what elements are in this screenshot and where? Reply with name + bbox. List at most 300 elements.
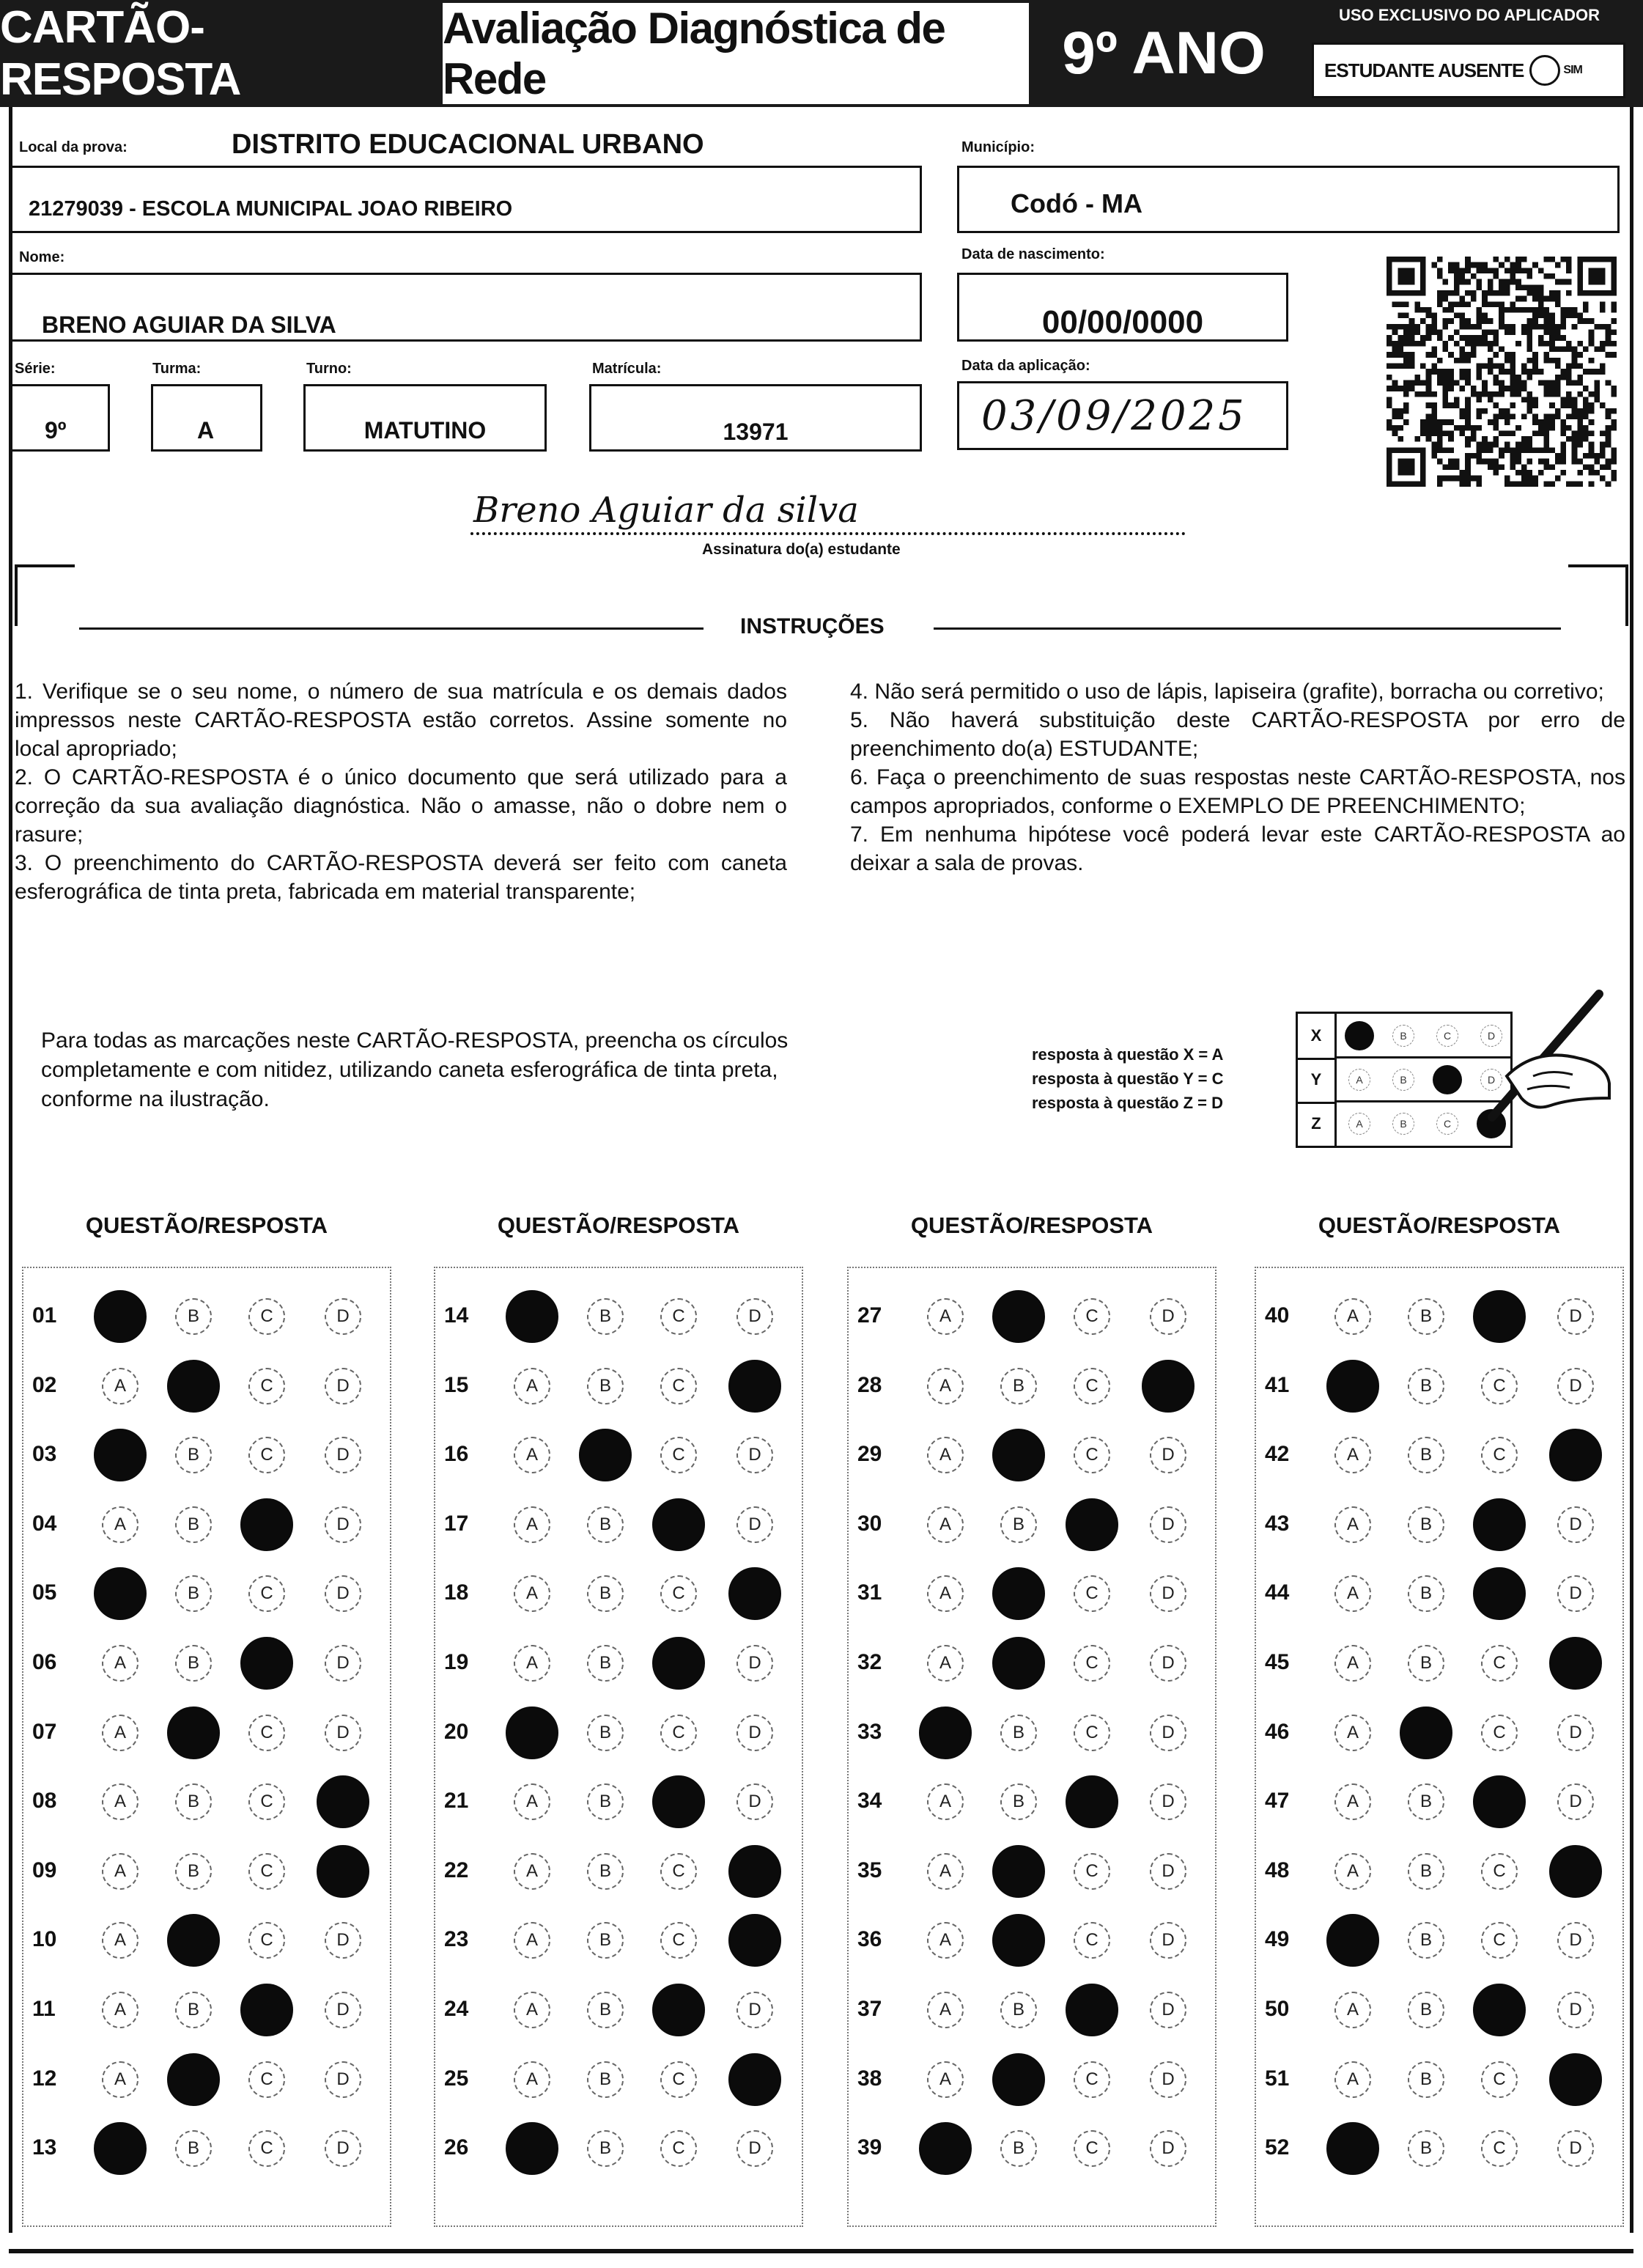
bubble-29-a[interactable]: A	[927, 1437, 964, 1473]
bubble-01-b[interactable]: B	[175, 1298, 212, 1335]
bubble-45-b[interactable]: B	[1408, 1645, 1444, 1682]
bubble-09-d[interactable]	[317, 1845, 369, 1898]
question-number: 47	[1265, 1789, 1290, 1814]
bubble-41-d[interactable]: D	[1557, 1368, 1594, 1404]
bubble-52-d[interactable]: D	[1557, 2130, 1594, 2167]
example-bubble-y-b: B	[1392, 1069, 1414, 1091]
question-number: 16	[444, 1442, 469, 1467]
bubble-38-c[interactable]: C	[1074, 2061, 1110, 2098]
bubble-16-b[interactable]	[579, 1429, 632, 1481]
bubble-47-d[interactable]: D	[1557, 1783, 1594, 1820]
local-label: Local da prova:	[19, 139, 128, 155]
question-row-40	[1255, 1287, 1624, 1346]
bubble-31-b[interactable]	[992, 1567, 1045, 1620]
question-row-14	[434, 1287, 803, 1346]
turno-value: MATUTINO	[363, 417, 487, 443]
bubble-36-b[interactable]	[992, 1914, 1045, 1967]
bubble-44-d[interactable]: D	[1557, 1575, 1594, 1612]
bubble-51-d[interactable]	[1549, 2053, 1602, 2106]
question-row-09	[22, 1842, 391, 1901]
bubble-40-b[interactable]: B	[1408, 1298, 1444, 1335]
bubble-44-a[interactable]: A	[1334, 1575, 1371, 1612]
bubble-16-d[interactable]: D	[736, 1437, 773, 1473]
bubble-45-a[interactable]: A	[1334, 1645, 1371, 1682]
question-number: 15	[444, 1372, 469, 1397]
student-signature: Breno Aguiar da silva	[473, 490, 859, 531]
question-number: 19	[444, 1650, 469, 1674]
bubble-02-b[interactable]	[167, 1360, 220, 1413]
bubble-18-d[interactable]	[728, 1567, 781, 1620]
sim-label: SIM	[1563, 64, 1582, 76]
bubble-15-d[interactable]	[728, 1360, 781, 1413]
grade-label: 9º ANO	[1032, 0, 1296, 107]
bubble-21-c[interactable]	[652, 1775, 705, 1828]
example-bubble-x-c: C	[1436, 1025, 1458, 1047]
question-row-49	[1255, 1911, 1624, 1970]
column-header-2: QUESTÃO/RESPOSTA	[497, 1212, 740, 1238]
question-number: 37	[857, 1997, 882, 2021]
example-bubble-y-d: D	[1480, 1069, 1502, 1091]
bubble-48-b[interactable]: B	[1408, 1853, 1444, 1890]
bubble-17-b[interactable]: B	[587, 1506, 624, 1543]
bubble-18-a[interactable]: A	[514, 1575, 550, 1612]
question-number: 07	[32, 1719, 57, 1744]
matricula-label: Matrícula:	[592, 361, 662, 377]
bubble-30-b[interactable]: B	[1000, 1506, 1037, 1543]
bubble-07-c[interactable]: C	[248, 1715, 285, 1751]
question-row-27	[847, 1287, 1216, 1346]
bubble-12-b[interactable]	[167, 2053, 220, 2106]
bubble-33-d[interactable]: D	[1150, 1715, 1186, 1751]
bubble-24-b[interactable]: B	[587, 1992, 624, 2028]
bubble-31-c[interactable]: C	[1074, 1575, 1110, 1612]
bubble-43-b[interactable]: B	[1408, 1506, 1444, 1543]
bubble-20-d[interactable]: D	[736, 1715, 773, 1751]
question-row-48	[1255, 1842, 1624, 1901]
absent-label: ESTUDANTE AUSENTE	[1324, 59, 1524, 81]
bubble-09-a[interactable]: A	[102, 1853, 139, 1890]
bubble-20-a[interactable]	[506, 1706, 558, 1759]
question-number: 41	[1265, 1372, 1290, 1397]
bubble-32-a[interactable]: A	[927, 1645, 964, 1682]
bubble-50-a[interactable]: A	[1334, 1992, 1371, 2028]
bubble-21-a[interactable]: A	[514, 1783, 550, 1820]
bubble-39-b[interactable]: B	[1000, 2130, 1037, 2167]
bubble-03-a[interactable]	[94, 1429, 147, 1481]
bubble-26-c[interactable]: C	[660, 2130, 697, 2167]
bubble-43-d[interactable]: D	[1557, 1506, 1594, 1543]
bubble-14-d[interactable]: D	[736, 1298, 773, 1335]
question-row-30	[847, 1495, 1216, 1554]
bubble-31-a[interactable]: A	[927, 1575, 964, 1612]
bubble-31-d[interactable]: D	[1150, 1575, 1186, 1612]
bubble-47-b[interactable]: B	[1408, 1783, 1444, 1820]
question-number: 06	[32, 1650, 57, 1674]
bubble-16-c[interactable]: C	[660, 1437, 697, 1473]
bubble-04-a[interactable]: A	[102, 1506, 139, 1543]
bubble-10-d[interactable]: D	[325, 1922, 361, 1959]
bubble-28-d[interactable]	[1142, 1360, 1195, 1413]
bubble-42-c[interactable]: C	[1481, 1437, 1518, 1473]
instruction-3: 3. O preenchimento do CARTÃO-RESPOSTA deverá ser feito com caneta esferográfica de tinta preta, fabricada em material transparente;	[15, 851, 787, 904]
bubble-15-a[interactable]: A	[514, 1368, 550, 1404]
bubble-40-c[interactable]	[1473, 1290, 1526, 1343]
bubble-39-a[interactable]	[919, 2122, 972, 2175]
bubble-12-a[interactable]: A	[102, 2061, 139, 2098]
bubble-23-b[interactable]: B	[587, 1922, 624, 1959]
bubble-36-c[interactable]: C	[1074, 1922, 1110, 1959]
bubble-05-d[interactable]: D	[325, 1575, 361, 1612]
bubble-40-a[interactable]: A	[1334, 1298, 1371, 1335]
bubble-01-a[interactable]	[94, 1290, 147, 1343]
bubble-15-c[interactable]: C	[660, 1368, 697, 1404]
bubble-46-d[interactable]: D	[1557, 1715, 1594, 1751]
bubble-03-d[interactable]: D	[325, 1437, 361, 1473]
bubble-37-c[interactable]	[1066, 1984, 1118, 2036]
bubble-44-b[interactable]: B	[1408, 1575, 1444, 1612]
bubble-23-c[interactable]: C	[660, 1922, 697, 1959]
bubble-51-b[interactable]: B	[1408, 2061, 1444, 2098]
bubble-25-b[interactable]: B	[587, 2061, 624, 2098]
bubble-26-b[interactable]: B	[587, 2130, 624, 2167]
bubble-08-a[interactable]: A	[102, 1783, 139, 1820]
bubble-32-d[interactable]: D	[1150, 1645, 1186, 1682]
bubble-37-b[interactable]: B	[1000, 1992, 1037, 2028]
bubble-36-a[interactable]: A	[927, 1922, 964, 1959]
applicator-panel	[1296, 0, 1643, 107]
bubble-19-a[interactable]: A	[514, 1645, 550, 1682]
bubble-35-c[interactable]: C	[1074, 1853, 1110, 1890]
bubble-35-b[interactable]	[992, 1845, 1045, 1898]
bubble-30-a[interactable]: A	[927, 1506, 964, 1543]
question-number: 42	[1265, 1442, 1290, 1467]
bubble-34-b[interactable]: B	[1000, 1783, 1037, 1820]
bubble-21-d[interactable]: D	[736, 1783, 773, 1820]
bubble-19-c[interactable]	[652, 1637, 705, 1690]
bubble-29-c[interactable]: C	[1074, 1437, 1110, 1473]
question-number: 27	[857, 1303, 882, 1328]
legend-y: resposta à questão Y = C	[1032, 1069, 1224, 1088]
question-number: 05	[32, 1580, 57, 1605]
bubble-11-a[interactable]: A	[102, 1992, 139, 2028]
aplic-date-handwritten: 03/09/2025	[981, 392, 1247, 440]
question-row-11	[22, 1981, 391, 2039]
bubble-47-c[interactable]	[1473, 1775, 1526, 1828]
bubble-36-d[interactable]: D	[1150, 1922, 1186, 1959]
bubble-48-d[interactable]	[1549, 1845, 1602, 1898]
bubble-47-a[interactable]: A	[1334, 1783, 1371, 1820]
bubble-28-c[interactable]: C	[1074, 1368, 1110, 1404]
bubble-02-d[interactable]: D	[325, 1368, 361, 1404]
question-number: 31	[857, 1580, 882, 1605]
question-row-02	[22, 1357, 391, 1415]
bubble-02-a[interactable]: A	[102, 1368, 139, 1404]
example-bubble-z-b: B	[1392, 1113, 1414, 1135]
bubble-20-c[interactable]: C	[660, 1715, 697, 1751]
bubble-25-a[interactable]: A	[514, 2061, 550, 2098]
bubble-42-d[interactable]	[1549, 1429, 1602, 1481]
bubble-46-c[interactable]: C	[1481, 1715, 1518, 1751]
bubble-37-d[interactable]: D	[1150, 1992, 1186, 2028]
question-row-16	[434, 1426, 803, 1484]
nasc-value: 00/00/0000	[1041, 304, 1204, 340]
bubble-19-d[interactable]: D	[736, 1645, 773, 1682]
bubble-41-a[interactable]	[1326, 1360, 1379, 1413]
bubble-50-c[interactable]	[1473, 1984, 1526, 2036]
bubble-41-b[interactable]: B	[1408, 1368, 1444, 1404]
example-bubble-y-a: A	[1348, 1069, 1370, 1091]
bubble-14-a[interactable]	[506, 1290, 558, 1343]
bubble-22-b[interactable]: B	[587, 1853, 624, 1890]
instruction-1: 1. Verifique se o seu nome, o número de sua matrícula e os demais dados impressos neste CARTÃO-RESPOSTA estão corretos. Assine somente no local apropriado;	[15, 680, 787, 761]
example-bubble-x-d: D	[1480, 1025, 1502, 1047]
bubble-19-b[interactable]: B	[587, 1645, 624, 1682]
bubble-26-d[interactable]: D	[736, 2130, 773, 2167]
bubble-10-b[interactable]	[167, 1914, 220, 1967]
question-row-04	[22, 1495, 391, 1554]
question-number: 38	[857, 2066, 882, 2091]
question-row-23	[434, 1911, 803, 1970]
example-row-label: Y	[1298, 1058, 1337, 1104]
bubble-08-c[interactable]: C	[248, 1783, 285, 1820]
aplic-label: Data da aplicação:	[961, 358, 1090, 374]
bubble-33-a[interactable]	[919, 1706, 972, 1759]
question-number: 30	[857, 1511, 882, 1536]
bubble-38-a[interactable]: A	[927, 2061, 964, 2098]
bubble-12-c[interactable]: C	[248, 2061, 285, 2098]
bubble-20-b[interactable]: B	[587, 1715, 624, 1751]
fill-instructions: Para todas as marcações neste CARTÃO-RESPOSTA, preencha os círculos completamente e com nitidez, utilizando caneta esferográfica de tinta preta, conforme na ilustração.	[41, 1028, 789, 1111]
bubble-42-a[interactable]: A	[1334, 1437, 1371, 1473]
question-row-12	[22, 2050, 391, 2109]
bubble-06-b[interactable]: B	[175, 1645, 212, 1682]
serie-value: 9º	[45, 417, 67, 443]
question-number: 49	[1265, 1927, 1290, 1952]
bubble-07-b[interactable]	[167, 1706, 220, 1759]
bubble-27-a[interactable]: A	[927, 1298, 964, 1335]
bubble-33-b[interactable]: B	[1000, 1715, 1037, 1751]
pen-hand-icon	[1463, 988, 1614, 1135]
bubble-03-c[interactable]: C	[248, 1437, 285, 1473]
bubble-32-c[interactable]: C	[1074, 1645, 1110, 1682]
bubble-22-c[interactable]: C	[660, 1853, 697, 1890]
bubble-14-b[interactable]: B	[587, 1298, 624, 1335]
bubble-29-b[interactable]	[992, 1429, 1045, 1481]
bubble-02-c[interactable]: C	[248, 1368, 285, 1404]
bubble-25-d[interactable]	[728, 2053, 781, 2106]
bubble-09-c[interactable]: C	[248, 1853, 285, 1890]
instructions-right	[850, 677, 1625, 877]
bubble-30-c[interactable]	[1066, 1498, 1118, 1551]
question-row-20	[434, 1704, 803, 1762]
bubble-05-b[interactable]: B	[175, 1575, 212, 1612]
bubble-45-c[interactable]: C	[1481, 1645, 1518, 1682]
question-row-47	[1255, 1772, 1624, 1831]
nome-label: Nome:	[19, 249, 65, 265]
bubble-51-a[interactable]: A	[1334, 2061, 1371, 2098]
bubble-17-d[interactable]: D	[736, 1506, 773, 1543]
bubble-34-c[interactable]	[1066, 1775, 1118, 1828]
bubble-01-c[interactable]: C	[248, 1298, 285, 1335]
bubble-24-c[interactable]	[652, 1984, 705, 2036]
question-row-10	[22, 1911, 391, 1970]
bubble-04-d[interactable]: D	[325, 1506, 361, 1543]
question-number: 43	[1265, 1511, 1290, 1536]
bubble-50-d[interactable]: D	[1557, 1992, 1594, 2028]
question-number: 02	[32, 1372, 57, 1397]
bubble-13-a[interactable]	[94, 2122, 147, 2175]
question-row-08	[22, 1772, 391, 1831]
bubble-27-c[interactable]: C	[1074, 1298, 1110, 1335]
bubble-50-b[interactable]: B	[1408, 1992, 1444, 2028]
bubble-44-c[interactable]	[1473, 1567, 1526, 1620]
bubble-03-b[interactable]: B	[175, 1437, 212, 1473]
bubble-30-d[interactable]: D	[1150, 1506, 1186, 1543]
question-number: 12	[32, 2066, 57, 2091]
bubble-51-c[interactable]: C	[1481, 2061, 1518, 2098]
bubble-15-b[interactable]: B	[587, 1368, 624, 1404]
bubble-35-a[interactable]: A	[927, 1853, 964, 1890]
aplic-field	[957, 381, 1288, 450]
bubble-27-b[interactable]	[992, 1290, 1045, 1343]
absent-bubble[interactable]	[1529, 55, 1560, 86]
instruction-7: 7. Em nenhuma hipótese você poderá levar este CARTÃO-RESPOSTA ao deixar a sala de provas.	[850, 822, 1625, 875]
bubble-38-b[interactable]	[992, 2053, 1045, 2106]
bubble-05-c[interactable]: C	[248, 1575, 285, 1612]
question-row-46	[1255, 1704, 1624, 1762]
bubble-42-b[interactable]: B	[1408, 1437, 1444, 1473]
question-row-50	[1255, 1981, 1624, 2039]
bubble-06-d[interactable]: D	[325, 1645, 361, 1682]
bubble-01-d[interactable]: D	[325, 1298, 361, 1335]
turma-field	[151, 384, 262, 452]
bubble-22-d[interactable]	[728, 1845, 781, 1898]
bubble-17-c[interactable]	[652, 1498, 705, 1551]
bubble-43-a[interactable]: A	[1334, 1506, 1371, 1543]
instruction-4: 4. Não será permitido o uso de lápis, lapiseira (grafite), borracha ou corretivo;	[850, 680, 1604, 704]
serie-field	[10, 384, 110, 452]
bubble-26-a[interactable]	[506, 2122, 558, 2175]
bubble-18-c[interactable]: C	[660, 1575, 697, 1612]
bubble-37-a[interactable]: A	[927, 1992, 964, 2028]
instructions-title: INSTRUÇÕES	[740, 614, 885, 638]
bubble-16-a[interactable]: A	[514, 1437, 550, 1473]
bubble-08-d[interactable]	[317, 1775, 369, 1828]
bubble-10-a[interactable]: A	[102, 1922, 139, 1959]
bubble-49-d[interactable]: D	[1557, 1922, 1594, 1959]
bubble-48-a[interactable]: A	[1334, 1853, 1371, 1890]
bubble-11-d[interactable]: D	[325, 1992, 361, 2028]
bubble-27-d[interactable]: D	[1150, 1298, 1186, 1335]
bubble-43-c[interactable]	[1473, 1498, 1526, 1551]
bubble-40-d[interactable]: D	[1557, 1298, 1594, 1335]
bubble-13-b[interactable]: B	[175, 2130, 212, 2167]
bubble-46-b[interactable]	[1400, 1706, 1452, 1759]
bubble-23-d[interactable]	[728, 1914, 781, 1967]
question-row-43	[1255, 1495, 1624, 1554]
bubble-52-c[interactable]: C	[1481, 2130, 1518, 2167]
bubble-25-c[interactable]: C	[660, 2061, 697, 2098]
bubble-04-c[interactable]	[240, 1498, 293, 1551]
bubble-41-c[interactable]: C	[1481, 1368, 1518, 1404]
instr-rule-left	[79, 627, 704, 630]
bubble-38-d[interactable]: D	[1150, 2061, 1186, 2098]
bubble-32-b[interactable]	[992, 1637, 1045, 1690]
bubble-18-b[interactable]: B	[587, 1575, 624, 1612]
question-number: 35	[857, 1858, 882, 1882]
column-header-1: QUESTÃO/RESPOSTA	[85, 1212, 328, 1238]
question-row-35	[847, 1842, 1216, 1901]
bubble-49-a[interactable]	[1326, 1914, 1379, 1967]
question-row-31	[847, 1564, 1216, 1623]
bubble-22-a[interactable]: A	[514, 1853, 550, 1890]
bubble-07-d[interactable]: D	[325, 1715, 361, 1751]
bubble-10-c[interactable]: C	[248, 1922, 285, 1959]
bubble-28-a[interactable]: A	[927, 1368, 964, 1404]
bubble-23-a[interactable]: A	[514, 1922, 550, 1959]
question-row-37	[847, 1981, 1216, 2039]
bubble-49-c[interactable]: C	[1481, 1922, 1518, 1959]
question-row-17	[434, 1495, 803, 1554]
question-row-24	[434, 1981, 803, 2039]
bubble-21-b[interactable]: B	[587, 1783, 624, 1820]
bubble-39-c[interactable]: C	[1074, 2130, 1110, 2167]
bubble-24-d[interactable]: D	[736, 1992, 773, 2028]
column-header-3: QUESTÃO/RESPOSTA	[910, 1212, 1153, 1238]
bubble-04-b[interactable]: B	[175, 1506, 212, 1543]
question-row-07	[22, 1704, 391, 1762]
bubble-35-d[interactable]: D	[1150, 1853, 1186, 1890]
bubble-46-a[interactable]: A	[1334, 1715, 1371, 1751]
example-legend	[1032, 1042, 1223, 1115]
bubble-05-a[interactable]	[94, 1567, 147, 1620]
bubble-49-b[interactable]: B	[1408, 1922, 1444, 1959]
bubble-28-b[interactable]: B	[1000, 1368, 1037, 1404]
question-row-28	[847, 1357, 1216, 1415]
question-number: 13	[32, 2135, 57, 2160]
bubble-11-b[interactable]: B	[175, 1992, 212, 2028]
bubble-29-d[interactable]: D	[1150, 1437, 1186, 1473]
bubble-13-d[interactable]: D	[325, 2130, 361, 2167]
bubble-09-b[interactable]: B	[175, 1853, 212, 1890]
bubble-17-a[interactable]: A	[514, 1506, 550, 1543]
bubble-33-c[interactable]: C	[1074, 1715, 1110, 1751]
question-row-45	[1255, 1634, 1624, 1693]
bubble-08-b[interactable]: B	[175, 1783, 212, 1820]
bubble-06-a[interactable]: A	[102, 1645, 139, 1682]
bubble-14-c[interactable]: C	[660, 1298, 697, 1335]
bubble-12-d[interactable]: D	[325, 2061, 361, 2098]
bubble-11-c[interactable]	[240, 1984, 293, 2036]
bubble-48-c[interactable]: C	[1481, 1853, 1518, 1890]
bubble-34-d[interactable]: D	[1150, 1783, 1186, 1820]
question-number: 21	[444, 1789, 469, 1814]
bubble-52-b[interactable]: B	[1408, 2130, 1444, 2167]
bubble-45-d[interactable]	[1549, 1637, 1602, 1690]
municipio-value: Codó - MA	[1011, 188, 1142, 218]
bubble-52-a[interactable]	[1326, 2122, 1379, 2175]
bubble-39-d[interactable]: D	[1150, 2130, 1186, 2167]
question-number: 22	[444, 1858, 469, 1882]
bubble-24-a[interactable]: A	[514, 1992, 550, 2028]
bubble-34-a[interactable]: A	[927, 1783, 964, 1820]
question-row-01	[22, 1287, 391, 1346]
question-number: 34	[857, 1789, 882, 1814]
question-row-39	[847, 2119, 1216, 2178]
bubble-13-c[interactable]: C	[248, 2130, 285, 2167]
bubble-07-a[interactable]: A	[102, 1715, 139, 1751]
bubble-06-c[interactable]	[240, 1637, 293, 1690]
